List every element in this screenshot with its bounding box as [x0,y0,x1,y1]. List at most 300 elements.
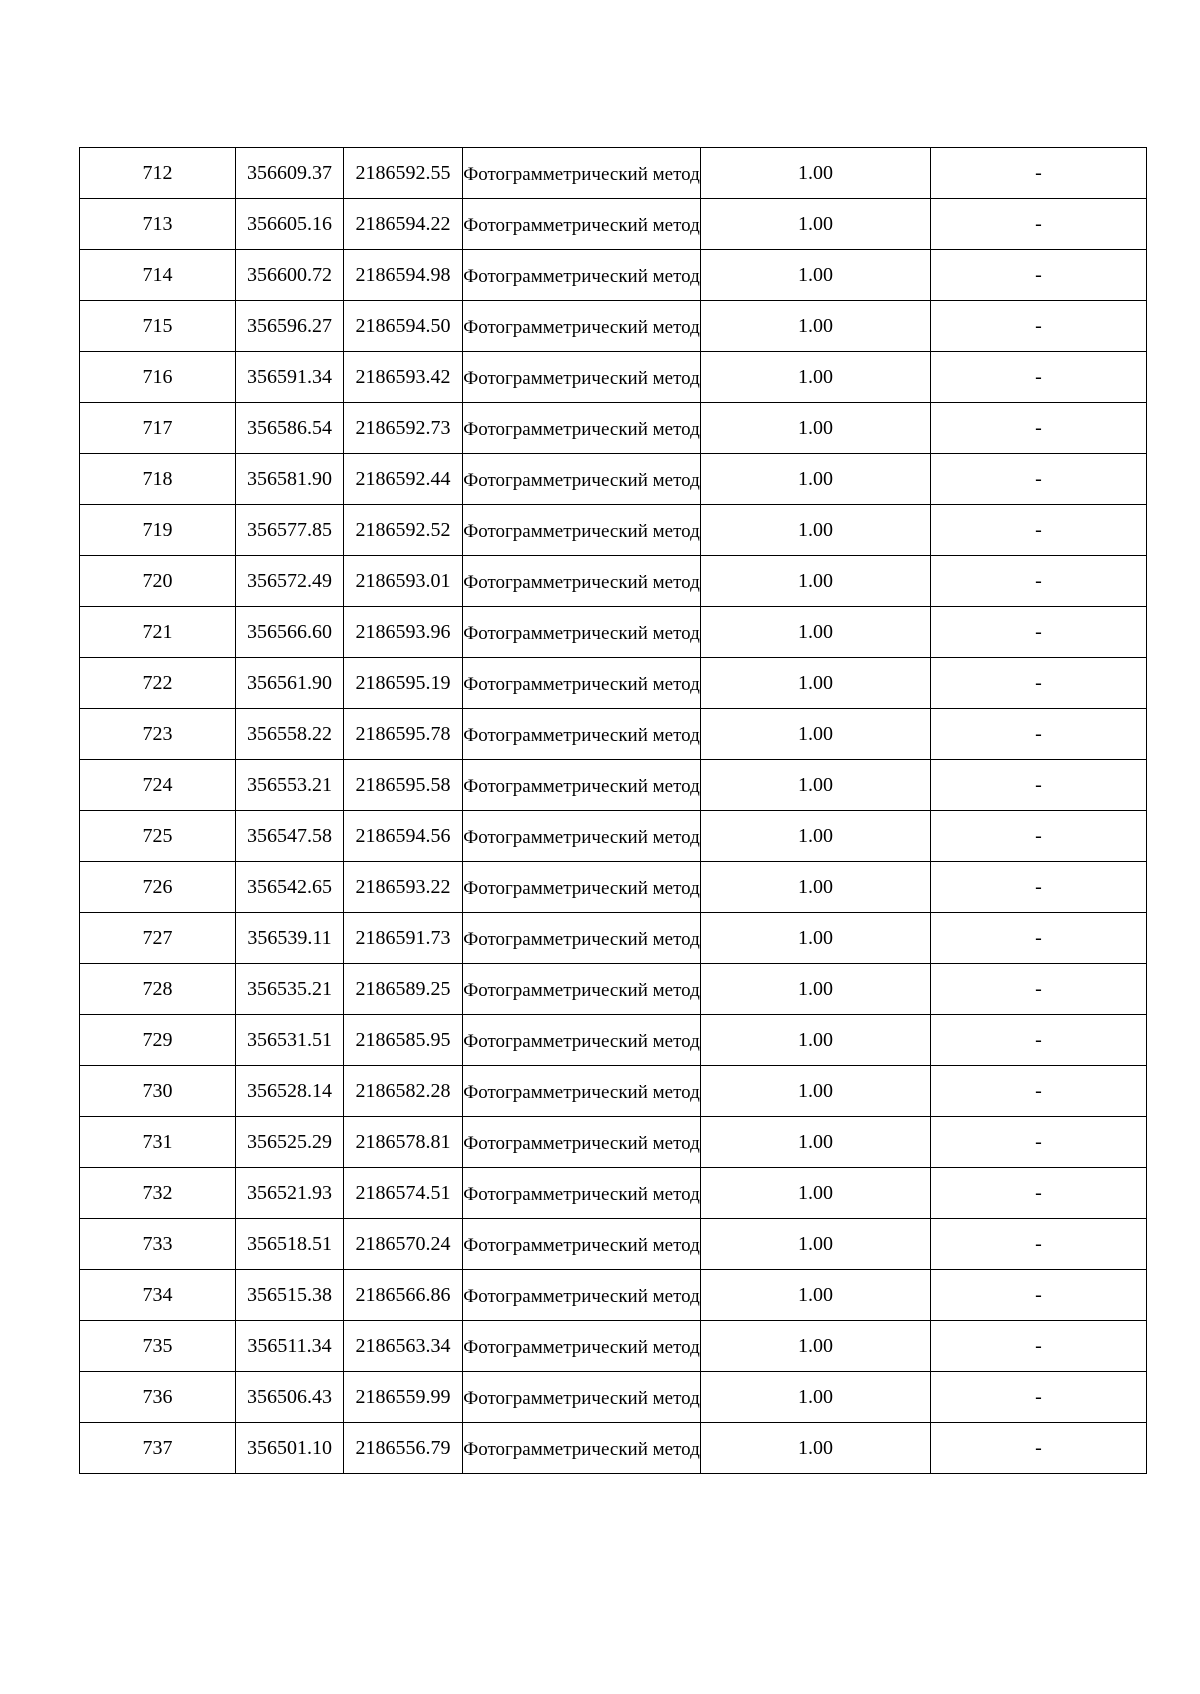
y-coordinate-text: 2186593.01 [355,570,451,592]
note-text: - [1035,1284,1042,1306]
method-cell [463,862,701,913]
point-number-text: 728 [142,978,173,1000]
point-number-cell [80,505,236,556]
method-text: Фотограмметрический метод [463,622,700,644]
accuracy-text: 1.00 [798,417,833,439]
method-text: Фотограмметрический метод [463,316,700,338]
y-coordinate-text: 2186578.81 [355,1131,451,1153]
x-coordinate-cell [236,1168,344,1219]
point-number-text: 729 [142,1029,173,1051]
accuracy-text: 1.00 [798,1131,833,1153]
x-coordinate-cell [236,352,344,403]
point-number-cell [80,199,236,250]
x-coordinate-text: 356521.93 [247,1182,332,1204]
method-text: Фотограмметрический метод [463,1081,700,1103]
y-coordinate-cell [344,403,463,454]
x-coordinate-text: 356609.37 [247,162,332,184]
accuracy-text: 1.00 [798,672,833,694]
x-coordinate-text: 356518.51 [247,1233,332,1255]
note-cell [931,199,1147,250]
accuracy-text: 1.00 [798,927,833,949]
note-text: - [1035,213,1042,235]
method-cell [463,148,701,199]
note-text: - [1035,876,1042,898]
method-cell [463,1015,701,1066]
table-row [80,1015,1147,1066]
accuracy-cell [701,709,931,760]
y-coordinate-cell [344,1321,463,1372]
y-coordinate-text: 2186594.22 [355,213,451,235]
method-cell [463,709,701,760]
x-coordinate-text: 356511.34 [247,1335,332,1357]
accuracy-text: 1.00 [798,213,833,235]
note-text: - [1035,162,1042,184]
x-coordinate-text: 356561.90 [247,672,332,694]
accuracy-cell [701,607,931,658]
accuracy-text: 1.00 [798,978,833,1000]
table-row [80,1219,1147,1270]
point-number-cell [80,250,236,301]
note-cell [931,403,1147,454]
note-text: - [1035,417,1042,439]
y-coordinate-cell [344,301,463,352]
accuracy-cell [701,760,931,811]
table-row [80,403,1147,454]
y-coordinate-cell [344,658,463,709]
note-text: - [1035,1335,1042,1357]
x-coordinate-text: 356581.90 [247,468,332,490]
accuracy-cell [701,964,931,1015]
y-coordinate-text: 2186592.44 [355,468,451,490]
point-number-cell [80,1066,236,1117]
x-coordinate-cell [236,199,344,250]
point-number-text: 724 [142,774,173,796]
x-coordinate-text: 356577.85 [247,519,332,541]
x-coordinate-cell [236,658,344,709]
x-coordinate-cell [236,1423,344,1474]
x-coordinate-text: 356586.54 [247,417,332,439]
x-coordinate-cell [236,1117,344,1168]
method-cell [463,1168,701,1219]
y-coordinate-text: 2186570.24 [355,1233,451,1255]
note-cell [931,250,1147,301]
point-number-cell [80,1168,236,1219]
x-coordinate-text: 356566.60 [247,621,332,643]
accuracy-text: 1.00 [798,264,833,286]
x-coordinate-text: 356547.58 [247,825,332,847]
note-text: - [1035,1182,1042,1204]
y-coordinate-cell [344,1219,463,1270]
note-text: - [1035,672,1042,694]
point-number-cell [80,1423,236,1474]
note-cell [931,709,1147,760]
accuracy-cell [701,1321,931,1372]
y-coordinate-cell [344,1015,463,1066]
accuracy-text: 1.00 [798,723,833,745]
x-coordinate-text: 356535.21 [247,978,332,1000]
table-row [80,454,1147,505]
table-row [80,250,1147,301]
x-coordinate-cell [236,1066,344,1117]
method-cell [463,1219,701,1270]
method-cell [463,760,701,811]
note-text: - [1035,468,1042,490]
note-text: - [1035,264,1042,286]
point-number-cell [80,1372,236,1423]
x-coordinate-cell [236,709,344,760]
point-number-cell [80,760,236,811]
accuracy-cell [701,352,931,403]
method-text: Фотограмметрический метод [463,826,700,848]
x-coordinate-cell [236,1372,344,1423]
point-number-cell [80,964,236,1015]
x-coordinate-text: 356572.49 [247,570,332,592]
table-row [80,709,1147,760]
x-coordinate-cell [236,607,344,658]
y-coordinate-text: 2186592.55 [355,162,451,184]
y-coordinate-text: 2186593.22 [355,876,451,898]
accuracy-cell [701,556,931,607]
point-number-text: 737 [142,1437,173,1459]
y-coordinate-cell [344,760,463,811]
table-row [80,301,1147,352]
point-number-cell [80,148,236,199]
point-number-text: 727 [142,927,173,949]
point-number-text: 714 [142,264,173,286]
table-row [80,862,1147,913]
note-text: - [1035,978,1042,1000]
point-number-cell [80,1270,236,1321]
y-coordinate-text: 2186591.73 [355,927,451,949]
note-cell [931,1270,1147,1321]
table-row [80,1423,1147,1474]
y-coordinate-cell [344,454,463,505]
y-coordinate-cell [344,1066,463,1117]
note-cell [931,811,1147,862]
point-number-text: 718 [142,468,173,490]
method-text: Фотограмметрический метод [463,1030,700,1052]
x-coordinate-text: 356542.65 [247,876,332,898]
y-coordinate-text: 2186594.98 [355,264,451,286]
table-row [80,607,1147,658]
y-coordinate-cell [344,862,463,913]
method-text: Фотограмметрический метод [463,775,700,797]
accuracy-text: 1.00 [798,1335,833,1357]
table-row [80,1321,1147,1372]
note-text: - [1035,1233,1042,1255]
y-coordinate-text: 2186595.19 [355,672,451,694]
method-text: Фотограмметрический метод [463,1336,700,1358]
method-cell [463,811,701,862]
accuracy-cell [701,1423,931,1474]
note-cell [931,352,1147,403]
accuracy-text: 1.00 [798,1182,833,1204]
accuracy-text: 1.00 [798,876,833,898]
method-cell [463,505,701,556]
x-coordinate-cell [236,505,344,556]
accuracy-cell [701,658,931,709]
y-coordinate-cell [344,556,463,607]
point-number-text: 735 [142,1335,173,1357]
accuracy-text: 1.00 [798,1437,833,1459]
method-text: Фотограмметрический метод [463,520,700,542]
y-coordinate-text: 2186582.28 [355,1080,451,1102]
method-text: Фотограмметрический метод [463,163,700,185]
method-cell [463,403,701,454]
table-row [80,352,1147,403]
method-text: Фотограмметрический метод [463,571,700,593]
note-cell [931,556,1147,607]
point-number-text: 725 [142,825,173,847]
table-row [80,658,1147,709]
note-text: - [1035,723,1042,745]
method-text: Фотограмметрический метод [463,1285,700,1307]
x-coordinate-text: 356553.21 [247,774,332,796]
accuracy-cell [701,913,931,964]
point-number-text: 734 [142,1284,173,1306]
method-text: Фотограмметрический метод [463,265,700,287]
method-text: Фотограмметрический метод [463,928,700,950]
note-text: - [1035,1386,1042,1408]
accuracy-cell [701,811,931,862]
table-body [80,148,1147,1474]
method-text: Фотограмметрический метод [463,1234,700,1256]
note-cell [931,1219,1147,1270]
y-coordinate-cell [344,352,463,403]
x-coordinate-text: 356506.43 [247,1386,332,1408]
point-number-cell [80,1219,236,1270]
accuracy-text: 1.00 [798,570,833,592]
y-coordinate-cell [344,811,463,862]
y-coordinate-cell [344,964,463,1015]
accuracy-text: 1.00 [798,825,833,847]
note-text: - [1035,315,1042,337]
table-row [80,1168,1147,1219]
point-number-text: 731 [142,1131,173,1153]
point-number-text: 722 [142,672,173,694]
x-coordinate-cell [236,760,344,811]
y-coordinate-cell [344,148,463,199]
method-cell [463,454,701,505]
point-number-cell [80,352,236,403]
accuracy-text: 1.00 [798,315,833,337]
note-cell [931,301,1147,352]
method-text: Фотограмметрический метод [463,1132,700,1154]
accuracy-cell [701,862,931,913]
point-number-cell [80,862,236,913]
y-coordinate-text: 2186592.52 [355,519,451,541]
note-cell [931,760,1147,811]
y-coordinate-cell [344,1270,463,1321]
method-cell [463,250,701,301]
x-coordinate-cell [236,964,344,1015]
accuracy-cell [701,1015,931,1066]
table-row [80,556,1147,607]
point-number-cell [80,607,236,658]
x-coordinate-cell [236,1270,344,1321]
point-number-text: 736 [142,1386,173,1408]
method-text: Фотограмметрический метод [463,418,700,440]
x-coordinate-text: 356600.72 [247,264,332,286]
y-coordinate-text: 2186559.99 [355,1386,451,1408]
accuracy-cell [701,148,931,199]
note-cell [931,1015,1147,1066]
accuracy-text: 1.00 [798,519,833,541]
y-coordinate-text: 2186594.50 [355,315,451,337]
note-cell [931,1372,1147,1423]
x-coordinate-text: 356605.16 [247,213,332,235]
y-coordinate-cell [344,913,463,964]
y-coordinate-cell [344,505,463,556]
method-cell [463,658,701,709]
x-coordinate-cell [236,1321,344,1372]
accuracy-text: 1.00 [798,1284,833,1306]
method-text: Фотограмметрический метод [463,214,700,236]
y-coordinate-text: 2186585.95 [355,1029,451,1051]
method-cell [463,964,701,1015]
accuracy-cell [701,1117,931,1168]
x-coordinate-cell [236,913,344,964]
point-number-text: 713 [142,213,173,235]
table-row [80,1117,1147,1168]
y-coordinate-text: 2186593.42 [355,366,451,388]
point-number-cell [80,811,236,862]
x-coordinate-cell [236,301,344,352]
point-number-cell [80,913,236,964]
note-text: - [1035,1131,1042,1153]
accuracy-cell [701,454,931,505]
accuracy-cell [701,1372,931,1423]
x-coordinate-text: 356515.38 [247,1284,332,1306]
point-number-cell [80,1015,236,1066]
accuracy-text: 1.00 [798,774,833,796]
y-coordinate-cell [344,1168,463,1219]
x-coordinate-text: 356539.11 [247,927,332,949]
note-text: - [1035,366,1042,388]
x-coordinate-text: 356525.29 [247,1131,332,1153]
point-number-cell [80,709,236,760]
note-text: - [1035,825,1042,847]
table-row [80,760,1147,811]
point-number-cell [80,658,236,709]
accuracy-text: 1.00 [798,162,833,184]
point-number-text: 720 [142,570,173,592]
x-coordinate-cell [236,403,344,454]
point-number-cell [80,403,236,454]
y-coordinate-text: 2186593.96 [355,621,451,643]
method-text: Фотограмметрический метод [463,724,700,746]
point-number-text: 732 [142,1182,173,1204]
note-text: - [1035,774,1042,796]
point-number-cell [80,454,236,505]
y-coordinate-text: 2186574.51 [355,1182,451,1204]
y-coordinate-text: 2186594.56 [355,825,451,847]
x-coordinate-cell [236,250,344,301]
method-cell [463,1423,701,1474]
note-text: - [1035,519,1042,541]
method-text: Фотограмметрический метод [463,1438,700,1460]
accuracy-text: 1.00 [798,366,833,388]
table-row [80,964,1147,1015]
accuracy-cell [701,1219,931,1270]
y-coordinate-text: 2186595.78 [355,723,451,745]
y-coordinate-cell [344,709,463,760]
x-coordinate-cell [236,1015,344,1066]
note-cell [931,1423,1147,1474]
note-text: - [1035,1080,1042,1102]
point-number-text: 712 [142,162,173,184]
accuracy-cell [701,1168,931,1219]
note-text: - [1035,927,1042,949]
y-coordinate-cell [344,250,463,301]
accuracy-cell [701,1270,931,1321]
x-coordinate-cell [236,811,344,862]
point-number-cell [80,556,236,607]
note-cell [931,1117,1147,1168]
method-cell [463,1270,701,1321]
point-number-cell [80,1321,236,1372]
x-coordinate-cell [236,148,344,199]
note-cell [931,607,1147,658]
table-row [80,1066,1147,1117]
method-cell [463,1321,701,1372]
x-coordinate-text: 356591.34 [247,366,332,388]
x-coordinate-text: 356528.14 [247,1080,332,1102]
y-coordinate-text: 2186563.34 [355,1335,451,1357]
x-coordinate-text: 356558.22 [247,723,332,745]
y-coordinate-cell [344,1117,463,1168]
accuracy-cell [701,1066,931,1117]
note-cell [931,862,1147,913]
y-coordinate-cell [344,1423,463,1474]
method-text: Фотограмметрический метод [463,1387,700,1409]
note-cell [931,1321,1147,1372]
x-coordinate-cell [236,862,344,913]
accuracy-text: 1.00 [798,1029,833,1051]
point-number-text: 716 [142,366,173,388]
method-text: Фотограмметрический метод [463,979,700,1001]
point-number-text: 719 [142,519,173,541]
y-coordinate-cell [344,1372,463,1423]
point-number-text: 721 [142,621,173,643]
table-row [80,1372,1147,1423]
note-text: - [1035,621,1042,643]
method-cell [463,1117,701,1168]
accuracy-text: 1.00 [798,468,833,490]
accuracy-cell [701,250,931,301]
point-number-text: 733 [142,1233,173,1255]
point-number-text: 717 [142,417,173,439]
y-coordinate-cell [344,607,463,658]
coordinates-table [79,147,1147,1474]
accuracy-cell [701,505,931,556]
y-coordinate-text: 2186592.73 [355,417,451,439]
point-number-cell [80,1117,236,1168]
point-number-text: 730 [142,1080,173,1102]
x-coordinate-text: 356596.27 [247,315,332,337]
x-coordinate-cell [236,1219,344,1270]
accuracy-text: 1.00 [798,1233,833,1255]
method-text: Фотограмметрический метод [463,469,700,491]
note-cell [931,148,1147,199]
note-cell [931,964,1147,1015]
method-cell [463,913,701,964]
point-number-text: 723 [142,723,173,745]
accuracy-text: 1.00 [798,1080,833,1102]
table-row [80,148,1147,199]
method-text: Фотограмметрический метод [463,673,700,695]
method-cell [463,607,701,658]
